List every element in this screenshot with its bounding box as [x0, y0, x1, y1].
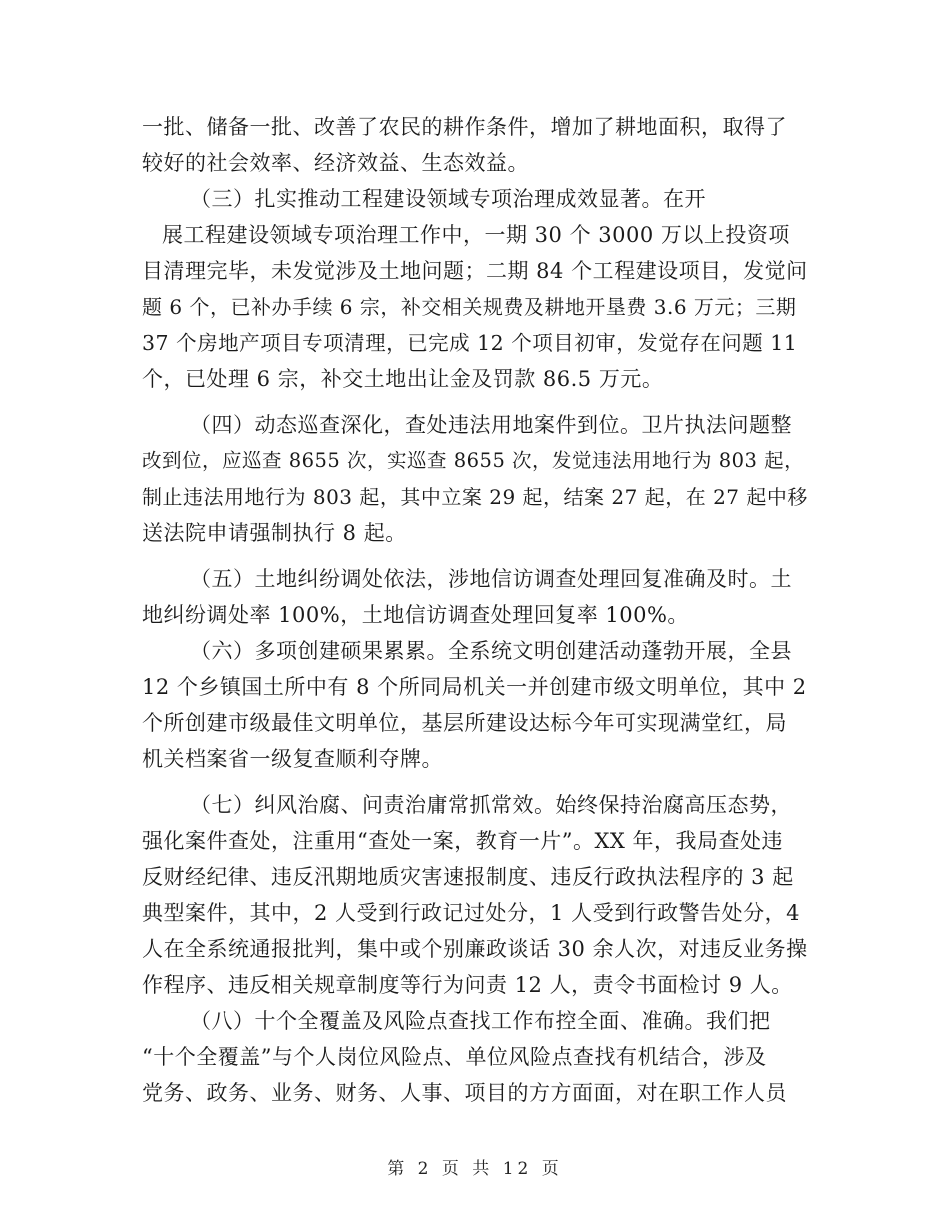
- text-line: 制止违法用地行为 803 起，其中立案 29 起，结案 27 起，在 27 起中移: [142, 485, 808, 509]
- text-line: 12 个乡镇国土所中有 8 个所同局机关一并创建市级文明单位，其中 2: [142, 675, 807, 699]
- section-heading-line: （四）动态巡查深化，查处违法用地案件到位。卫片执法问题整: [190, 413, 792, 437]
- text-line: 一批、储备一批、改善了农民的耕作条件，增加了耕地面积，取得了: [142, 115, 787, 139]
- text-line: 目清理完毕，未发觉涉及土地问题；二期 84 个工程建设项目，发觉问: [142, 259, 808, 283]
- text-line: 地纠纷调处率 100%，土地信访调查处理回复率 100%。: [142, 603, 689, 627]
- text-line: 送法院申请强制执行 8 起。: [142, 521, 407, 545]
- text-line: 较好的社会效率、经济效益、生态效益。: [142, 151, 529, 175]
- text-line: 作程序、违反相关规章制度等行为问责 12 人，责令书面检讨 9 人。: [142, 973, 793, 997]
- text-line: 37 个房地产项目专项清理，已完成 12 个项目初审，发觉存在问题 11: [142, 331, 798, 355]
- section-heading-line: （八）十个全覆盖及风险点查找工作布控全面、准确。我们把: [190, 1009, 771, 1033]
- text-line: 典型案件，其中，2 人受到行政记过处分，1 人受到行政警告处分，4: [142, 901, 800, 925]
- section-heading-line: （五）土地纠纷调处依法，涉地信访调查处理回复准确及时。土: [190, 567, 792, 591]
- text-line: 题 6 个，已补办手续 6 宗，补交相关规费及耕地开垦费 3.6 万元；三期: [142, 295, 797, 319]
- text-line: 改到位，应巡查 8655 次，实巡查 8655 次，发觉违法用地行为 803 起，: [142, 449, 805, 472]
- section-heading-line: （六）多项创建硕果累累。全系统文明创建活动蓬勃开展，全县: [190, 639, 792, 663]
- text-line: 个所创建市级最佳文明单位，基层所建设达标今年可实现满堂红，局: [142, 711, 787, 735]
- text-line: 强化案件查处，注重用“查处一案，教育一片”。XX 年，我局查处违: [142, 829, 784, 853]
- text-line: 展工程建设领域专项治理工作中，一期 30 个 3000 万以上投资项: [162, 223, 790, 247]
- text-line: 党务、政务、业务、财务、人事、项目的方方面面，对在职工作人员: [142, 1081, 787, 1105]
- text-line: 机关档案省一级复查顺利夺牌。: [142, 747, 443, 771]
- text-line: 个，已处理 6 宗，补交土地出让金及罚款 86.5 万元。: [142, 367, 664, 391]
- section-heading-line: （三）扎实推动工程建设领域专项治理成效显著。在开: [190, 187, 706, 211]
- text-line: 反财经纪律、违反汛期地质灾害速报制度、违反行政执法程序的 3 起: [142, 865, 794, 889]
- section-heading-line: （七）纠风治腐、问责治庸常抓常效。始终保持治腐高压态势，: [190, 793, 792, 817]
- text-line: 人在全系统通报批判，集中或个别廉政谈话 30 余人次，对违反业务操: [142, 937, 808, 961]
- text-line: “十个全覆盖”与个人岗位风险点、单位风险点查找有机结合，涉及: [142, 1045, 767, 1069]
- page-number-footer: 第 2 页 共 12 页: [387, 1159, 563, 1179]
